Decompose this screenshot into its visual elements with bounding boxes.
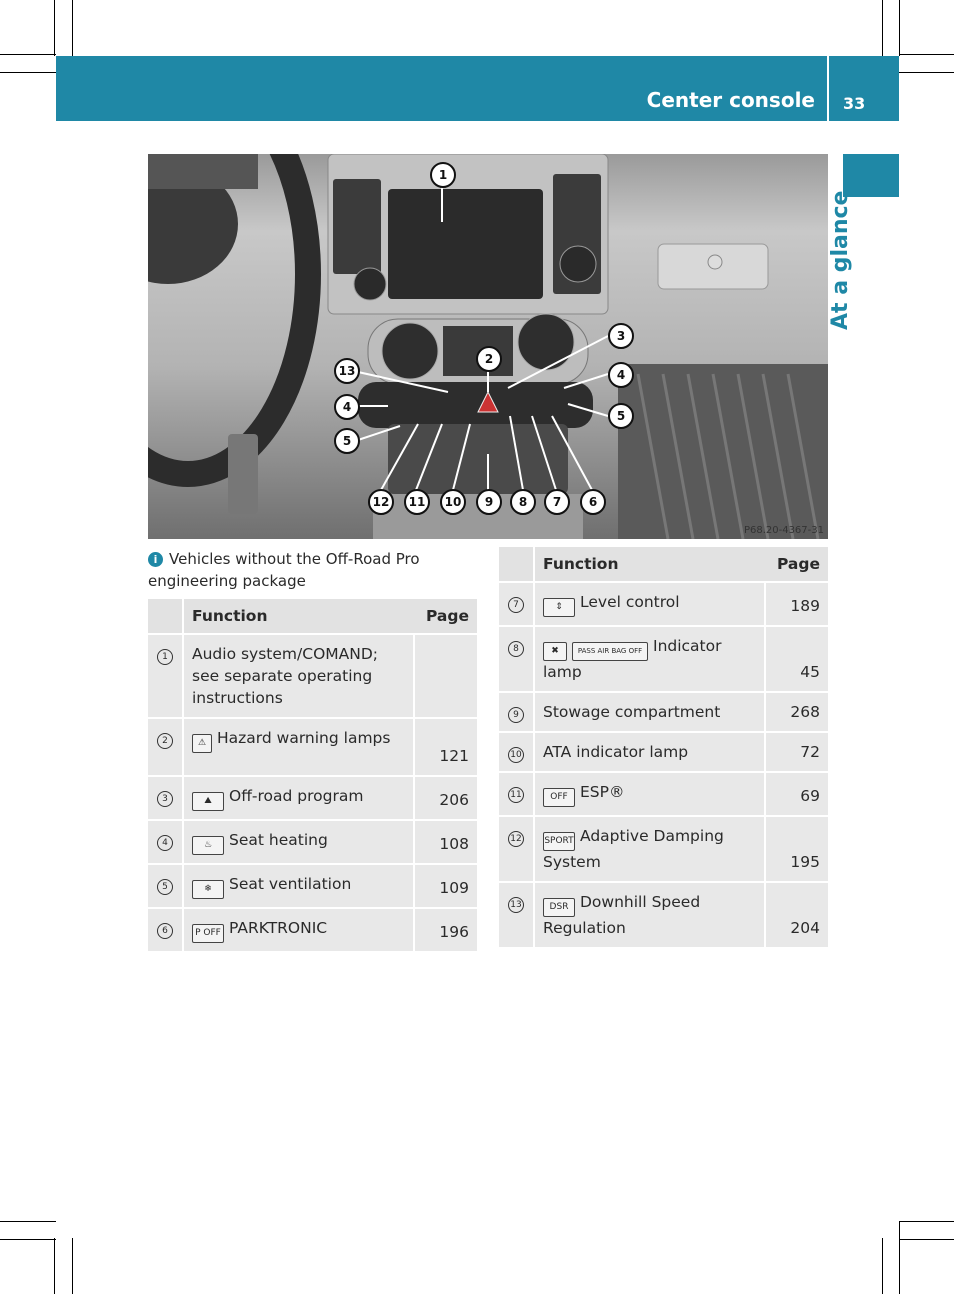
row-number: 13 [499, 882, 534, 948]
header-divider [827, 56, 829, 121]
row-number: 8 [499, 626, 534, 692]
callout-4-left: 4 [334, 394, 360, 420]
crop-mark [899, 0, 900, 56]
crop-mark [882, 0, 883, 56]
crop-mark [54, 0, 55, 56]
info-icon: i [148, 552, 163, 567]
table-row [499, 582, 828, 626]
callout-10: 10 [440, 489, 466, 515]
crop-mark [899, 1239, 954, 1240]
row-page: 268 [765, 692, 828, 732]
row-number: 12 [499, 816, 534, 882]
callout-2: 2 [476, 346, 502, 372]
table-row [499, 772, 828, 816]
row-number: 11 [499, 772, 534, 816]
downhill-speed-icon: DSR [543, 898, 575, 917]
callout-5-right: 5 [608, 403, 634, 429]
callout-4-right: 4 [608, 362, 634, 388]
row-page [414, 634, 477, 718]
row-function: P OFF PARKTRONIC [183, 908, 414, 952]
row-function: OFF ESP® [534, 772, 765, 816]
row-function: ❄ Seat ventilation [183, 864, 414, 908]
table-header-row [148, 599, 477, 634]
row-page: 72 [765, 732, 828, 772]
table-row [499, 626, 828, 692]
table-row [499, 816, 828, 882]
function-table-left [148, 599, 477, 953]
row-function: Audio system/COMAND; see separate operating instructions [183, 634, 414, 718]
callout-12: 12 [368, 489, 394, 515]
crop-mark [0, 72, 56, 73]
crop-mark [54, 1238, 55, 1294]
row-number: 7 [499, 582, 534, 626]
side-tab-label: At a glance [828, 190, 853, 330]
crop-mark [899, 72, 954, 73]
sport-comf-icon: SPORT [543, 832, 575, 851]
seat-heating-icon: ♨ [192, 836, 224, 855]
row-number: 2 [148, 718, 183, 776]
info-note [148, 548, 468, 592]
page-number: 33 [843, 94, 866, 113]
callout-6: 6 [580, 489, 606, 515]
callout-7: 7 [544, 489, 570, 515]
row-page: 108 [414, 820, 477, 864]
row-page: 45 [765, 626, 828, 692]
row-page: 189 [765, 582, 828, 626]
row-number: 6 [148, 908, 183, 952]
row-number: 4 [148, 820, 183, 864]
row-page: 69 [765, 772, 828, 816]
airbag-off-icon: ✖ [543, 642, 567, 661]
callout-5-left: 5 [334, 428, 360, 454]
crop-mark [899, 54, 954, 55]
section-title: Center console [646, 88, 815, 112]
row-page: 196 [414, 908, 477, 952]
row-page: 195 [765, 816, 828, 882]
crop-mark [0, 54, 56, 55]
row-function: DSR Downhill Speed Regulation [534, 882, 765, 948]
row-number: 5 [148, 864, 183, 908]
header-page: Page [414, 599, 477, 634]
row-page: 121 [414, 718, 477, 776]
header-page: Page [765, 547, 828, 582]
row-page: 204 [765, 882, 828, 948]
pass-air-bag-off-icon: PASS AIR BAG OFF [572, 642, 648, 661]
row-function: ♨ Seat heating [183, 820, 414, 864]
row-function: ⛰ Off-road program [183, 776, 414, 820]
header-function: Function [183, 599, 414, 634]
level-control-icon: ⇕ [543, 598, 575, 617]
row-function: ⇕ Level control [534, 582, 765, 626]
parktronic-off-icon: P OFF [192, 924, 224, 943]
table-row [148, 634, 477, 718]
crop-mark [0, 1239, 56, 1240]
esp-off-icon: OFF [543, 788, 575, 807]
table-row [148, 864, 477, 908]
header-function: Function [534, 547, 765, 582]
hazard-warning-icon: ⚠ [192, 734, 212, 753]
callout-9: 9 [476, 489, 502, 515]
row-number: 10 [499, 732, 534, 772]
center-console-illustration [148, 154, 828, 539]
table-row [148, 776, 477, 820]
row-number: 9 [499, 692, 534, 732]
table-row [148, 908, 477, 952]
function-table-right [499, 547, 828, 949]
off-road-icon: ⛰ [192, 792, 224, 811]
table-row [499, 692, 828, 732]
row-page: 109 [414, 864, 477, 908]
crop-mark [72, 1238, 73, 1294]
callout-8: 8 [510, 489, 536, 515]
table-row [148, 718, 477, 776]
callout-11: 11 [404, 489, 430, 515]
row-function: ⚠ Hazard warning lamps [183, 718, 414, 776]
seat-ventilation-icon: ❄ [192, 880, 224, 899]
table-header-row [499, 547, 828, 582]
callout-3: 3 [608, 323, 634, 349]
crop-mark [0, 1221, 56, 1222]
figure-code: P68.20-4367-31 [743, 525, 824, 536]
header-number [148, 599, 183, 634]
row-number: 3 [148, 776, 183, 820]
row-function: SPORT Adaptive Damping System [534, 816, 765, 882]
callout-1: 1 [430, 162, 456, 188]
table-row [148, 820, 477, 864]
crop-mark [882, 1238, 883, 1294]
crop-mark [899, 1222, 900, 1294]
row-function: Stowage compartment [534, 692, 765, 732]
table-row [499, 732, 828, 772]
row-page: 206 [414, 776, 477, 820]
row-number: 1 [148, 634, 183, 718]
header-number [499, 547, 534, 582]
page-header [56, 56, 899, 121]
row-function: ✖ PASS AIR BAG OFF Indicator lamp [534, 626, 765, 692]
table-row [499, 882, 828, 948]
crop-mark [72, 0, 73, 56]
row-function: ATA indicator lamp [534, 732, 765, 772]
callout-13: 13 [334, 358, 360, 384]
info-note-text: Vehicles without the Off-Road Pro engineering package [148, 550, 420, 590]
crop-mark [899, 1221, 954, 1222]
